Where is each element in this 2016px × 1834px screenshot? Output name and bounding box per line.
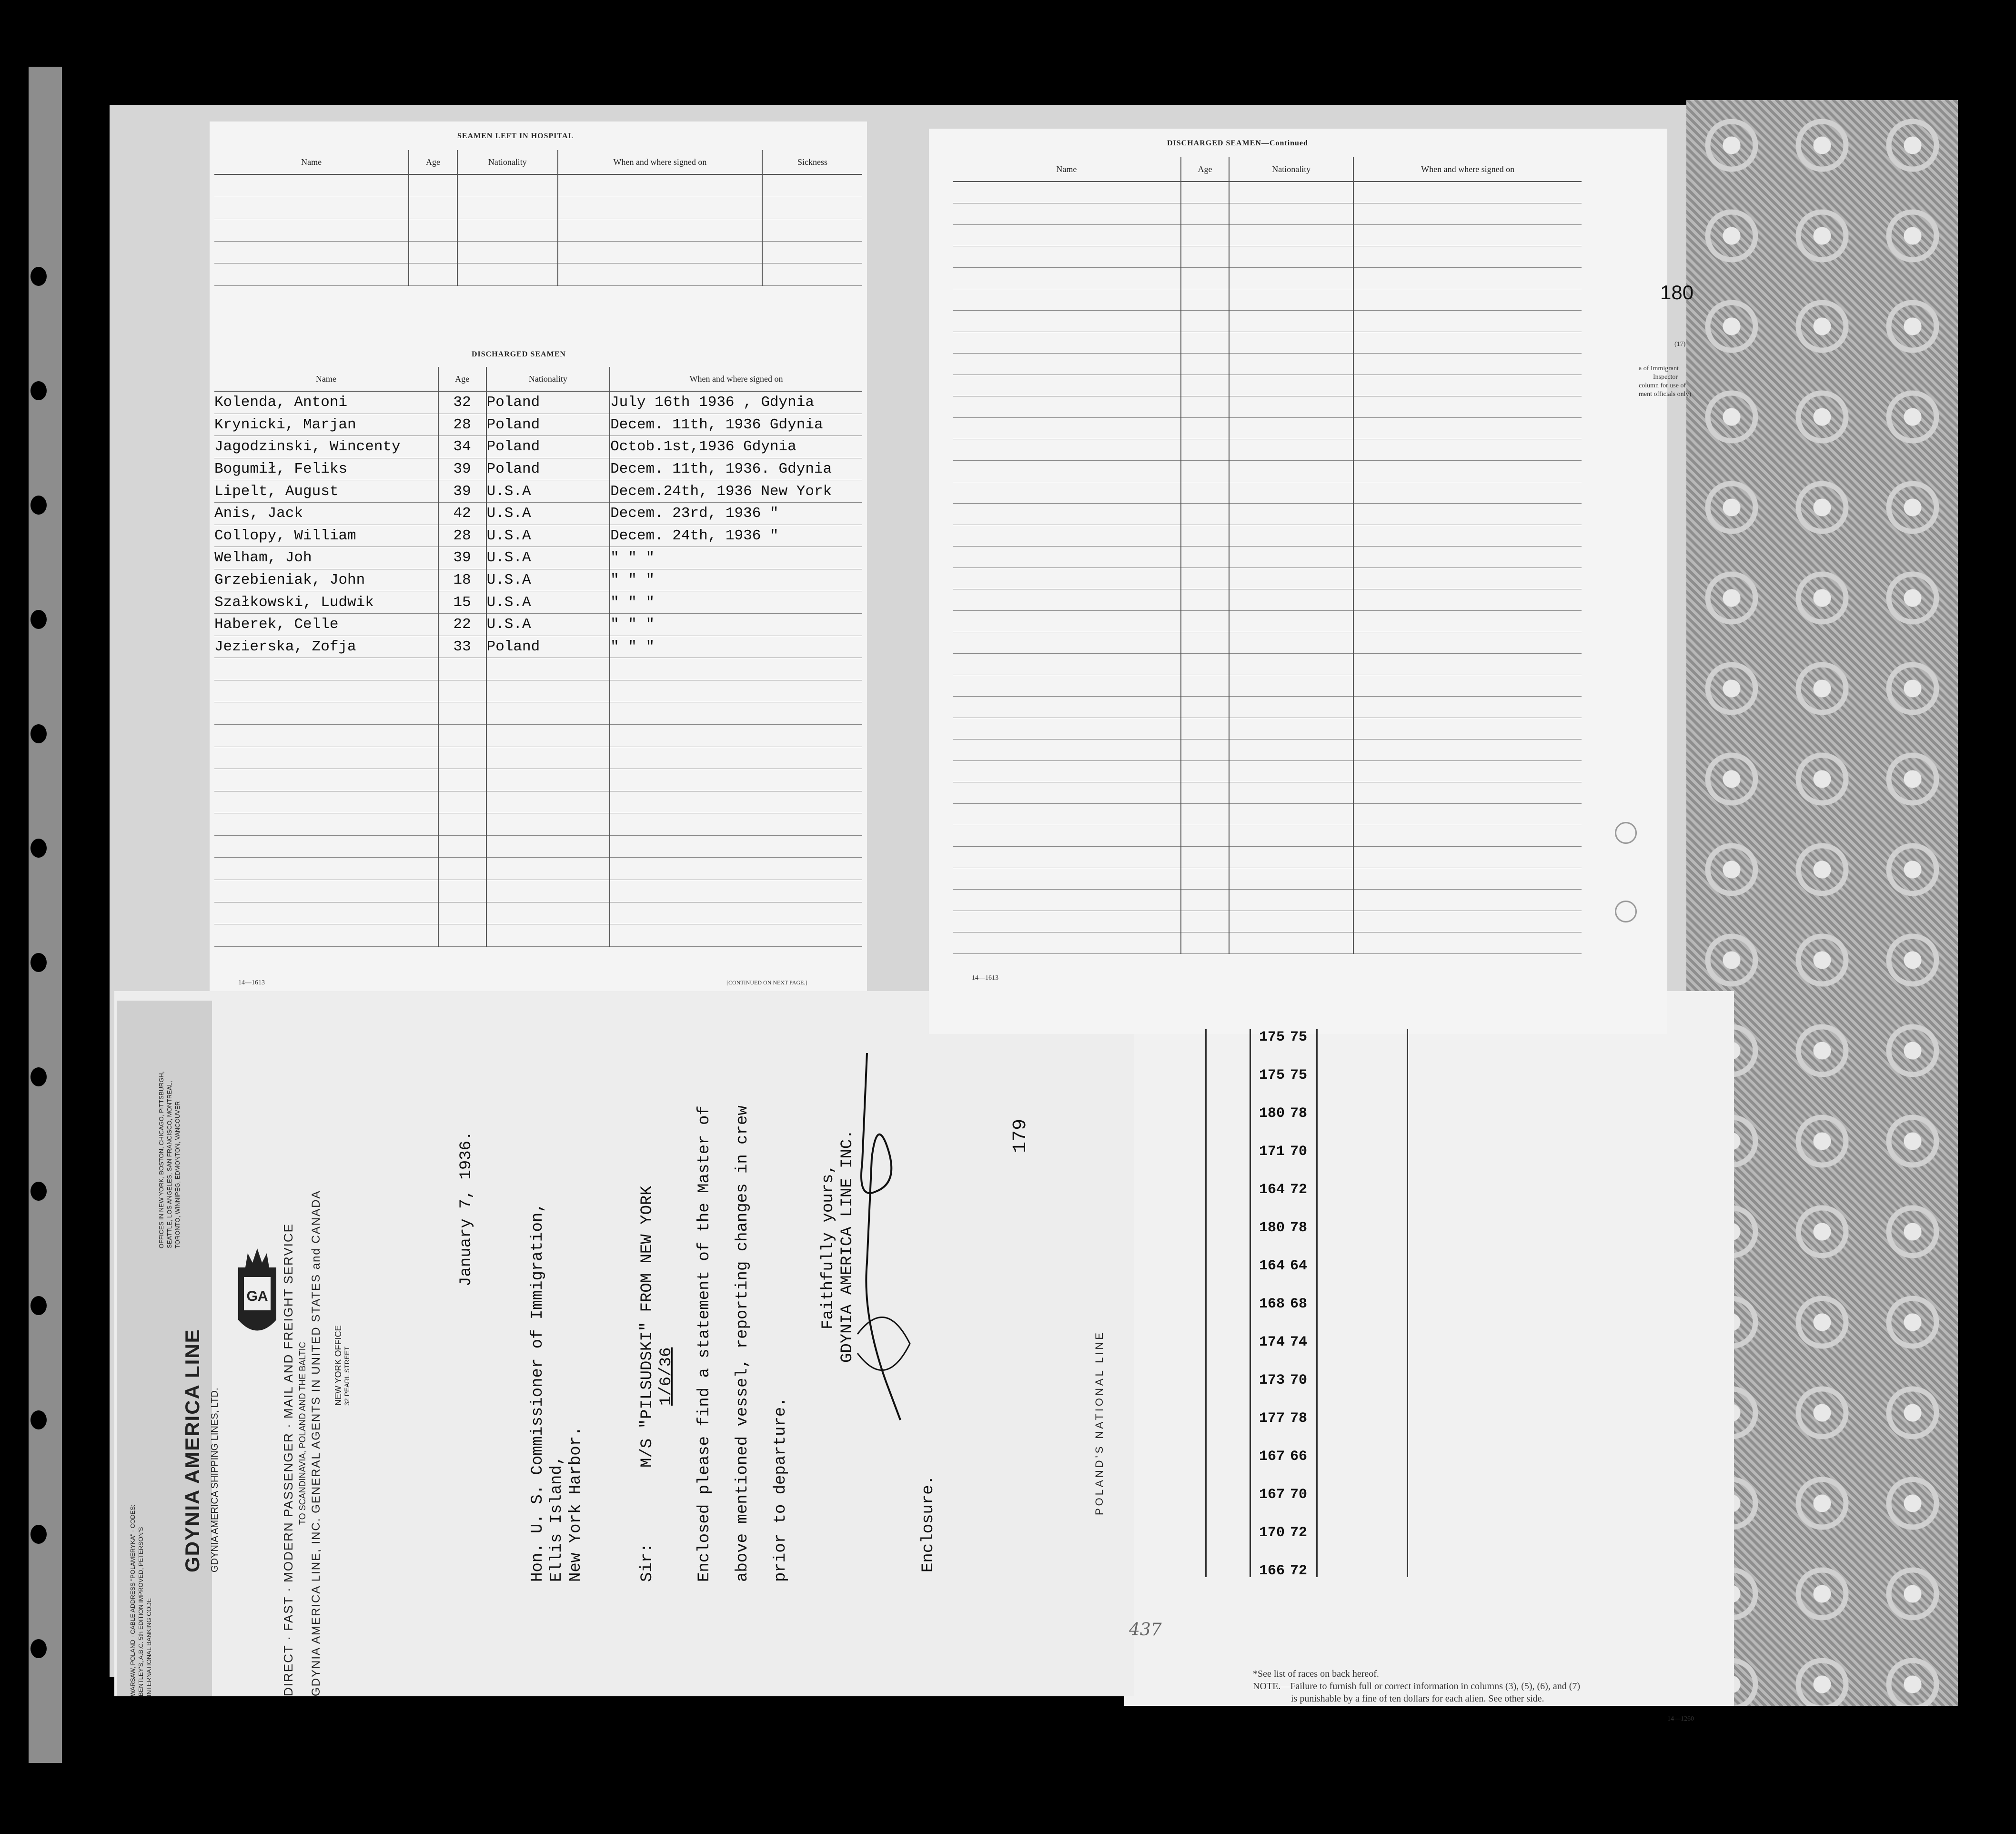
table-row [214, 525, 862, 547]
height-value: 177 [1259, 1410, 1285, 1427]
weight-value: 72 [1290, 1182, 1308, 1198]
table-row [953, 718, 1582, 740]
discharged-table [214, 367, 862, 947]
height-value: 175 [1259, 1067, 1285, 1084]
enclosure-line: Enclosure. [919, 1475, 937, 1572]
seaman-signed-on: " " " [610, 636, 862, 658]
table-row [214, 813, 862, 836]
table-row [953, 289, 1582, 311]
height-value: 180 [1259, 1220, 1285, 1236]
table-row [953, 697, 1582, 718]
seaman-nationality: U.S.A [486, 569, 610, 591]
discharged-continued-form [929, 129, 1667, 1034]
height-value: 173 [1259, 1372, 1285, 1388]
table-row [953, 740, 1582, 761]
hospital-table [214, 150, 862, 286]
col-signed-on: When and where signed on [610, 367, 862, 391]
table-row [953, 375, 1582, 396]
table-row [214, 458, 862, 480]
seaman-signed-on: " " " [610, 591, 862, 614]
seaman-nationality: U.S.A [486, 613, 610, 636]
table-row [953, 589, 1582, 611]
seaman-name: Jezierska, Zofja [214, 636, 438, 658]
col-name: Name [214, 150, 409, 174]
weight-value: 78 [1290, 1410, 1308, 1427]
column-17-label: (17) [1674, 341, 1686, 348]
company-name: GDYNIA AMERICA LINE [181, 1328, 203, 1572]
seaman-name: Collopy, William [214, 525, 438, 547]
seaman-signed-on: Decem. 24th, 1936 " [610, 525, 862, 547]
seaman-nationality: U.S.A [486, 480, 610, 503]
col-signed-on: When and where signed on [558, 150, 762, 174]
closing-line-1: Faithfully yours, [819, 1164, 837, 1329]
subject-date: 1/6/36 [657, 1347, 675, 1406]
seaman-signed-on: " " " [610, 613, 862, 636]
table-row [953, 525, 1582, 547]
table-row [953, 675, 1582, 697]
seaman-name: Kolenda, Antoni [214, 391, 438, 414]
height-value: 180 [1259, 1105, 1285, 1122]
seaman-signed-on: " " " [610, 569, 862, 591]
handwritten-signature [848, 1048, 943, 1429]
subsidiary-name: GDYNIA AMERICA SHIPPING LINES, LTD. [210, 1388, 220, 1572]
table-row [214, 835, 862, 858]
table-row [953, 203, 1582, 225]
table-row [953, 847, 1582, 868]
seaman-age: 28 [438, 525, 486, 547]
seaman-name: Jagodzinski, Wincenty [214, 436, 438, 458]
seaman-age: 42 [438, 502, 486, 525]
weight-value: 72 [1290, 1525, 1308, 1541]
pencil-note: 437 [1129, 1620, 1162, 1640]
weight-value: 70 [1290, 1372, 1308, 1388]
table-row [953, 825, 1582, 847]
table-row [953, 268, 1582, 289]
table-row [953, 439, 1582, 461]
col-signed-on: When and where signed on [1353, 157, 1582, 182]
table-row [214, 724, 862, 747]
weight-value: 64 [1290, 1258, 1308, 1274]
table-row [214, 702, 862, 725]
punch-hole [1615, 901, 1637, 922]
table-row [953, 890, 1582, 911]
table-row [953, 611, 1582, 632]
film-holes [29, 67, 62, 1763]
seaman-nationality: Poland [486, 391, 610, 414]
company-logo [224, 1239, 291, 1348]
seaman-signed-on: July 16th 1936 , Gdynia [610, 391, 862, 414]
body-line-1: Enclosed please find a statement of the Master of [696, 1105, 714, 1582]
cable-line: WARSAW, POLAND · CABLE ADDRESS "POLAMERYKA" · CODES: BENTLEY'S, A.B.C. 5th EDITION IMPROVED, PETERSON'S INTERNATIONAL BANKING CODE [129, 1504, 152, 1696]
table-row [214, 769, 862, 791]
seaman-name: Anis, Jack [214, 502, 438, 525]
manifest-form-code: 14—1260 [1667, 1715, 1694, 1723]
height-value: 174 [1259, 1334, 1285, 1350]
table-row [214, 747, 862, 769]
page-number-180: 180 [1660, 281, 1694, 304]
agents-line: GDYNIA AMERICA LINE, INC. GENERAL AGENTS IN UNITED STATES and CANADA [310, 1190, 323, 1696]
col-sickness: Sickness [762, 150, 862, 174]
weight-value: 66 [1290, 1449, 1308, 1465]
seaman-nationality: Poland [486, 414, 610, 436]
closing-line-2: GDYNIA AMERICA LINE INC. [838, 1129, 857, 1363]
table-row [214, 636, 862, 658]
col-nationality: Nationality [457, 150, 558, 174]
table-row [214, 880, 862, 902]
weight-value: 68 [1290, 1296, 1308, 1312]
continued-table [953, 157, 1582, 954]
form-code: 14—1613 [972, 974, 998, 982]
letter-date: January 7, 1936. [457, 1131, 475, 1287]
table-row [214, 680, 862, 702]
table-row [214, 547, 862, 569]
height-value: 164 [1259, 1182, 1285, 1198]
table-row [214, 858, 862, 880]
seaman-name: Bogumił, Feliks [214, 458, 438, 480]
table-row [953, 868, 1582, 890]
height-value: 171 [1259, 1144, 1285, 1160]
weight-value: 74 [1290, 1334, 1308, 1350]
services-line: DIRECT · FAST · MODERN PASSENGER · MAIL AND FREIGHT SERVICE [281, 1223, 295, 1696]
seaman-nationality: U.S.A [486, 547, 610, 569]
table-row [953, 504, 1582, 525]
seaman-nationality: Poland [486, 636, 610, 658]
table-row [953, 182, 1582, 203]
weight-value: 78 [1290, 1220, 1308, 1236]
table-row [953, 332, 1582, 354]
height-value: 170 [1259, 1525, 1285, 1541]
table-row [214, 414, 862, 436]
weight-value: 75 [1290, 1029, 1308, 1045]
table-row [953, 311, 1582, 332]
addressee-line-1: Hon. U. S. Commissioner of Immigration, [529, 1203, 547, 1582]
seaman-name: Haberek, Celle [214, 613, 438, 636]
inspector-column-note: a of Immigrant Inspector column for use of ment officials only) [1639, 365, 1692, 398]
seaman-name: Welham, Joh [214, 547, 438, 569]
col-nationality: Nationality [1229, 157, 1353, 182]
national-line: POLAND'S NATIONAL LINE [1093, 1330, 1105, 1515]
seaman-signed-on: " " " [610, 547, 862, 569]
height-value: 166 [1259, 1563, 1285, 1579]
svg-text:GA: GA [246, 1288, 268, 1304]
seaman-age: 39 [438, 547, 486, 569]
table-row [953, 911, 1582, 932]
weight-value: 70 [1290, 1144, 1308, 1160]
seaman-age: 22 [438, 613, 486, 636]
seaman-nationality: U.S.A [486, 502, 610, 525]
height-value: 168 [1259, 1296, 1285, 1312]
table-row [953, 418, 1582, 439]
letter-page-number: 179 [1010, 1118, 1031, 1153]
table-row [953, 932, 1582, 954]
hospital-title: SEAMEN LEFT IN HOSPITAL [457, 132, 574, 140]
table-row [214, 658, 862, 680]
table-row [953, 654, 1582, 675]
height-value: 167 [1259, 1487, 1285, 1503]
table-row [953, 461, 1582, 482]
continued-title: DISCHARGED SEAMEN—Continued [1167, 139, 1308, 147]
manifest-footnote: *See list of races on back hereof. NOTE.—Failure to furnish full or correct information in columns (3), (5), (6), and (7) is punishable by a fine of ten dollars for each alien. See other side. [1253, 1669, 1581, 1704]
table-row [214, 791, 862, 813]
route-line: TO SCANDINAVIA, POLAND AND THE BALTIC [298, 1342, 307, 1525]
seaman-nationality: Poland [486, 436, 610, 458]
table-row [214, 591, 862, 614]
addressee-line-2: Ellis Island, [548, 1455, 566, 1582]
seaman-nationality: U.S.A [486, 591, 610, 614]
seaman-age: 15 [438, 591, 486, 614]
weight-value: 72 [1290, 1563, 1308, 1579]
table-row [953, 354, 1582, 375]
table-row [953, 761, 1582, 782]
height-value: 164 [1259, 1258, 1285, 1274]
table-row [953, 225, 1582, 246]
office-line: NEW YORK OFFICE [333, 1325, 343, 1406]
col-age: Age [1181, 157, 1230, 182]
height-value: 175 [1259, 1029, 1285, 1045]
continued-note: [CONTINUED ON NEXT PAGE.] [726, 979, 807, 986]
addressee-line-3: New York Harbor. [567, 1426, 585, 1582]
table-row [953, 396, 1582, 418]
body-line-2: above mentioned vessel, reporting changes in crew [734, 1105, 752, 1582]
seaman-age: 33 [438, 636, 486, 658]
offices-line: OFFICES IN NEW YORK, BOSTON, CHICAGO, PITTSBURGH, SEATTLE, LOS ANGELES, SAN FRANCISCO, MONTREAL, TORONTO, WINNIPEG, EDMONTON, VANCOUVER [158, 1071, 181, 1248]
table-row [214, 502, 862, 525]
seaman-name: Lipelt, August [214, 480, 438, 503]
table-row [953, 632, 1582, 654]
seaman-name: Grzebieniak, John [214, 569, 438, 591]
col-name: Name [953, 157, 1181, 182]
table-row [214, 436, 862, 458]
seaman-nationality: Poland [486, 458, 610, 480]
seaman-age: 28 [438, 414, 486, 436]
seaman-name: Szałkowski, Ludwik [214, 591, 438, 614]
seaman-signed-on: Decem.24th, 1936 New York [610, 480, 862, 503]
weight-value: 75 [1290, 1067, 1308, 1084]
col-name: Name [214, 367, 438, 391]
form-code: 14—1613 [238, 979, 265, 986]
col-age: Age [438, 367, 486, 391]
seaman-signed-on: Decem. 23rd, 1936 " [610, 502, 862, 525]
seaman-age: 39 [438, 458, 486, 480]
table-row [953, 782, 1582, 804]
seaman-signed-on: Octob.1st,1936 Gdynia [610, 436, 862, 458]
table-row [214, 924, 862, 947]
seaman-signed-on: Decem. 11th, 1936 Gdynia [610, 414, 862, 436]
weight-value: 78 [1290, 1105, 1308, 1122]
table-row [953, 547, 1582, 568]
seaman-name: Krynicki, Marjan [214, 414, 438, 436]
seaman-age: 39 [438, 480, 486, 503]
punch-hole [1615, 822, 1637, 844]
table-row [214, 569, 862, 591]
table-row [953, 804, 1582, 825]
discharged-seamen-form [210, 122, 867, 991]
seaman-age: 34 [438, 436, 486, 458]
discharged-title: DISCHARGED SEAMEN [472, 350, 566, 358]
table-row [214, 391, 862, 414]
salutation: Sir: [638, 1543, 656, 1582]
address-line: 32 PEARL STREET [343, 1347, 351, 1406]
col-nationality: Nationality [486, 367, 610, 391]
table-row [214, 613, 862, 636]
seaman-signed-on: Decem. 11th, 1936. Gdynia [610, 458, 862, 480]
body-line-3: prior to departure. [772, 1397, 790, 1582]
table-row [953, 568, 1582, 589]
height-value: 167 [1259, 1449, 1285, 1465]
col-age: Age [409, 150, 457, 174]
table-row [214, 902, 862, 924]
table-row [953, 482, 1582, 504]
height-weight-columns [1205, 1029, 1408, 1577]
seaman-nationality: U.S.A [486, 525, 610, 547]
seaman-age: 32 [438, 391, 486, 414]
weight-value: 70 [1290, 1487, 1308, 1503]
subject-line: M/S "PILSUDSKI" FROM NEW YORK [638, 1186, 656, 1468]
table-row [953, 246, 1582, 268]
table-row [214, 480, 862, 503]
seaman-age: 18 [438, 569, 486, 591]
